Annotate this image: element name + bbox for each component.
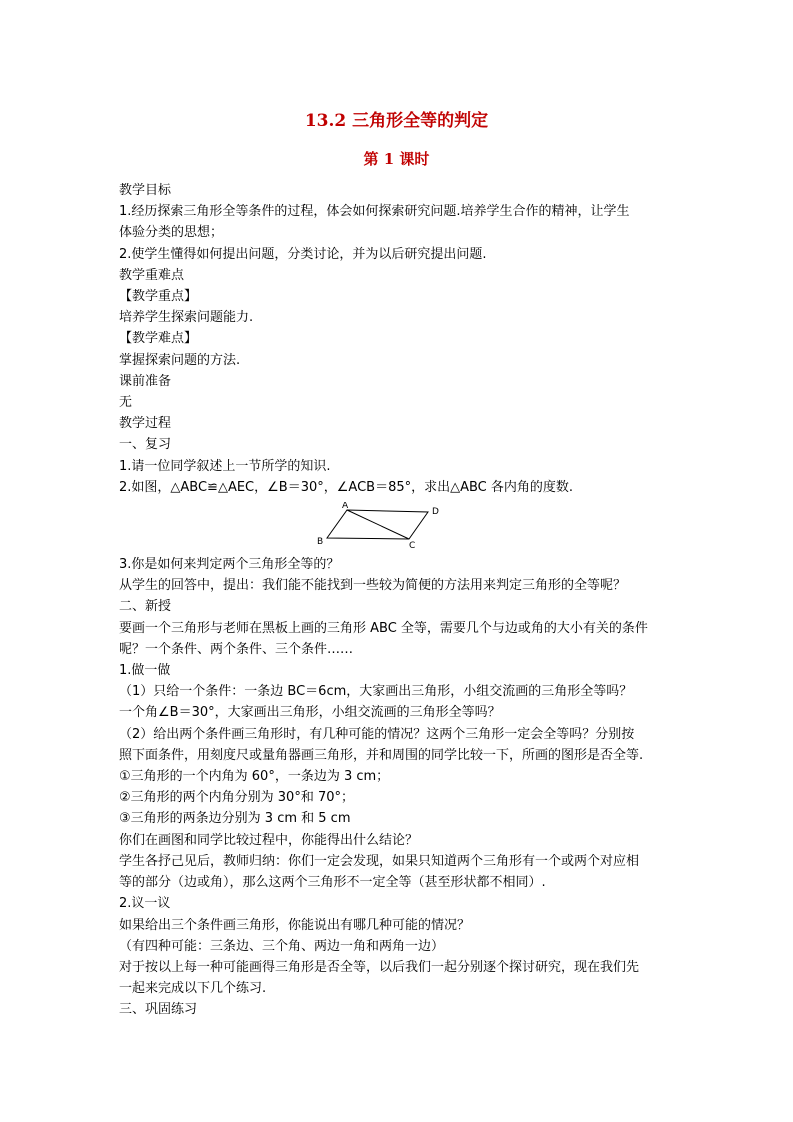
vertex-label-a: A — [342, 502, 349, 512]
subheading-difficulty: 【教学难点】 — [119, 331, 198, 347]
prep-text: 无 — [119, 395, 133, 411]
parallelogram-diagram — [315, 502, 445, 548]
review-item-2: 2.如图，△ABC≌△AEC，∠B＝30°，∠ACB＝85°，求出△ABC 各内角的度数. — [119, 479, 574, 495]
activity-2-heading: 2.议一议 — [119, 896, 171, 912]
lesson-body — [119, 180, 679, 1021]
condition-1: ①三角形的一个内角为 60°，一条边为 3 cm； — [119, 769, 390, 785]
review-item-3: 3.你是如何来判定两个三角形全等的？ — [119, 557, 340, 573]
activity-1-heading: 1.做一做 — [119, 663, 171, 679]
activity-2-followup-2: 一起来完成以下几个练习. — [119, 981, 267, 997]
section-heading-prep: 课前准备 — [119, 373, 172, 389]
page-title: 13.2 三角形全等的判定 — [304, 111, 489, 131]
review-item-1: 1.请一位同学叙述上一节所学的知识. — [119, 458, 331, 474]
part-3-heading: 三、巩固练习 — [119, 1002, 198, 1018]
activity-1-case-1a: （1）只给一个条件：一条边 BC＝6cm，大家画出三角形，小组交流画的三角形全等吗？ — [119, 684, 633, 700]
goal-2: 2.使学生懂得如何提出问题，分类讨论，并为以后研究提出问题. — [119, 246, 487, 262]
new-lesson-intro-2: 呢？一个条件、两个条件、三个条件…… — [119, 641, 354, 657]
part-2-heading: 二、新授 — [119, 599, 172, 615]
activity-2-question: 如果给出三个条件画三角形，你能说出有哪几种可能的情况？ — [119, 917, 471, 933]
section-heading-process: 教学过程 — [119, 416, 172, 432]
section-heading-keypoints: 教学重难点 — [119, 267, 185, 283]
activity-2-followup-1: 对于按以上每一种可能画得三角形是否全等，以后我们一起分别逐个探讨研究，现在我们先 — [119, 959, 640, 975]
vertex-label-b: B — [317, 537, 324, 548]
teacher-summary-2: 等的部分（边或角），那么这两个三角形不一定全等（甚至形状都不相同）. — [119, 875, 546, 891]
section-heading-goals: 教学目标 — [119, 183, 172, 198]
conclusion-question: 你们在画图和同学比较过程中，你能得出什么结论？ — [119, 832, 419, 848]
review-followup: 从学生的回答中，提出：我们能不能找到一些较为简便的方法用来判定三角形的全等呢？ — [119, 578, 627, 594]
part-1-heading: 一、复习 — [119, 437, 172, 453]
goal-1-line-2: 体验分类的思想； — [119, 225, 224, 241]
activity-1-case-1b: 一个角∠B＝30°，大家画出三角形，小组交流画的三角形全等吗？ — [119, 705, 501, 721]
subheading-key: 【教学重点】 — [119, 289, 198, 305]
vertex-label-d: D — [432, 507, 439, 518]
parallelogram-figure — [119, 502, 679, 548]
vertex-label-c: C — [409, 541, 416, 549]
activity-1-case-2b: 照下面条件，用刻度尺或量角器画三角形，并和周围的同学比较一下，所画的图形是否全等. — [119, 747, 644, 763]
condition-3: ③三角形的两条边分别为 3 cm 和 5 cm — [119, 811, 351, 827]
goal-1-line-1: 1.经历探索三角形全等条件的过程，体会如何探索研究问题.培养学生合作的精神，让学生 — [119, 204, 630, 220]
teacher-summary-1: 学生各抒己见后，教师归纳：你们一定会发现，如果只知道两个三角形有一个或两个对应相 — [119, 853, 640, 869]
condition-2: ②三角形的两个内角分别为 30°和 70°； — [119, 790, 355, 806]
diagonal-ac — [347, 510, 409, 539]
activity-2-answer: （有四种可能：三条边、三个角、两边一角和两角一边） — [119, 938, 445, 954]
new-lesson-intro-1: 要画一个三角形与老师在黑板上画的三角形 ABC 全等，需要几个与边或角的大小有关的条件 — [119, 620, 648, 636]
key-point-text: 培养学生探索问题能力. — [119, 310, 254, 326]
activity-1-case-2a: （2）给出两个条件画三角形时，有几种可能的情况？这两个三角形一定会全等吗？分别按 — [119, 726, 635, 742]
difficulty-text: 掌握探索问题的方法. — [119, 352, 241, 368]
lesson-subtitle: 第 1 课时 — [363, 150, 430, 168]
